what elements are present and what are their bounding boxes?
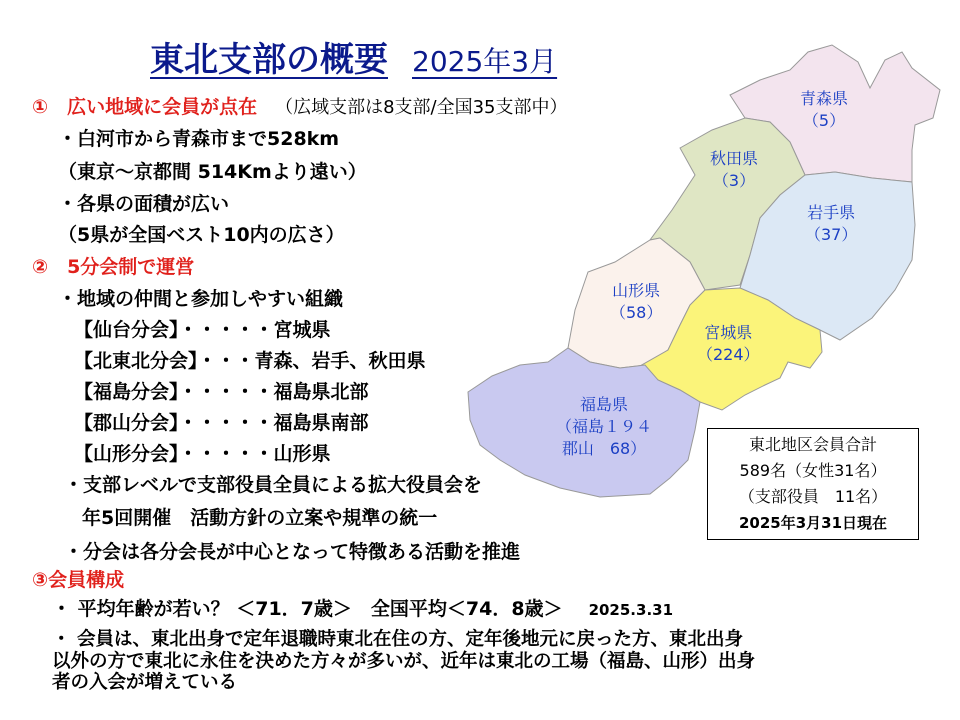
- section2-heading: ② 5分会制で運営: [32, 256, 195, 278]
- title-date: 2025年3月: [412, 45, 558, 78]
- section3-heading: ③会員構成: [32, 569, 125, 591]
- section1-note: （広域支部は8支部/全国35支部中）: [275, 97, 568, 118]
- pref-label-miyagi: 宮城県 （224）: [697, 323, 760, 364]
- summary-line4: 2025年3月31日現在: [738, 514, 888, 532]
- section2-line: 【北東北分会】・・・青森、岩手、秋田県: [74, 350, 426, 372]
- section1-line: ・各県の面積が広い: [58, 193, 230, 215]
- section2-line: 【郡山分会】・・・・・福島県南部: [74, 412, 369, 434]
- pref-label-iwate: 岩手県 （37）: [805, 203, 858, 244]
- section1-heading-row: [32, 95, 568, 120]
- pref-label-fukushima: 福島県 （福島１９４ 郡山 68）: [556, 395, 653, 458]
- section2-line: 【山形分会】・・・・・山形県: [74, 443, 331, 465]
- section2-line: ・分会は各分会長が中心となって特徴ある活動を推進: [64, 541, 521, 563]
- section2-line: 【福島分会】・・・・・福島県北部: [74, 381, 369, 403]
- section3-body-line: 以外の方で東北に永住を決めた方々が多いが、近年は東北の工場（福島、山形）出身: [52, 651, 756, 672]
- section2-line: ・支部レベルで支部役員全員による拡大役員会を: [64, 474, 483, 496]
- section2-line: 【仙台分会】・・・・・宮城県: [74, 319, 331, 341]
- section1-line: （5県が全国ベスト10内の広さ）: [58, 224, 345, 246]
- pref-label-akita: 秋田県 （3）: [710, 149, 759, 190]
- pref-label-yamagata: 山形県 （58）: [610, 281, 663, 322]
- section3-age-line: ・ 平均年齢が若い？ ＜71．7歳＞ 全国平均＜74．8歳＞: [52, 598, 563, 620]
- section1-line: ・白河市から青森市まで528km: [58, 128, 340, 150]
- section2-line: 年5回開催 活動方針の立案や規準の統一: [82, 507, 438, 529]
- summary-line1: 東北地区会員合計: [748, 435, 877, 454]
- title-main: 東北支部の概要: [150, 40, 388, 80]
- member-summary-box: [707, 428, 919, 540]
- summary-line3: （支部役員 11名）: [738, 487, 888, 506]
- section3-body-line: ・ 会員は、東北出身で定年退職時東北在住の方、定年後地元に戻った方、東北出身: [52, 629, 743, 650]
- pref-label-aomori: 青森県 （5）: [800, 89, 849, 130]
- section3-age-row: [52, 597, 673, 622]
- section3-age-date: 2025.3.31: [588, 601, 674, 619]
- section3-body-line: 者の入会が増えている: [52, 672, 238, 693]
- section1-line: （東京～京都間 514Kmより遠い）: [58, 161, 367, 183]
- section2-line: ・地域の仲間と参加しやすい組織: [58, 288, 344, 310]
- summary-line2: 589名（女性31名）: [739, 461, 887, 480]
- section1-heading: ① 広い地域に会員が点在: [32, 96, 258, 118]
